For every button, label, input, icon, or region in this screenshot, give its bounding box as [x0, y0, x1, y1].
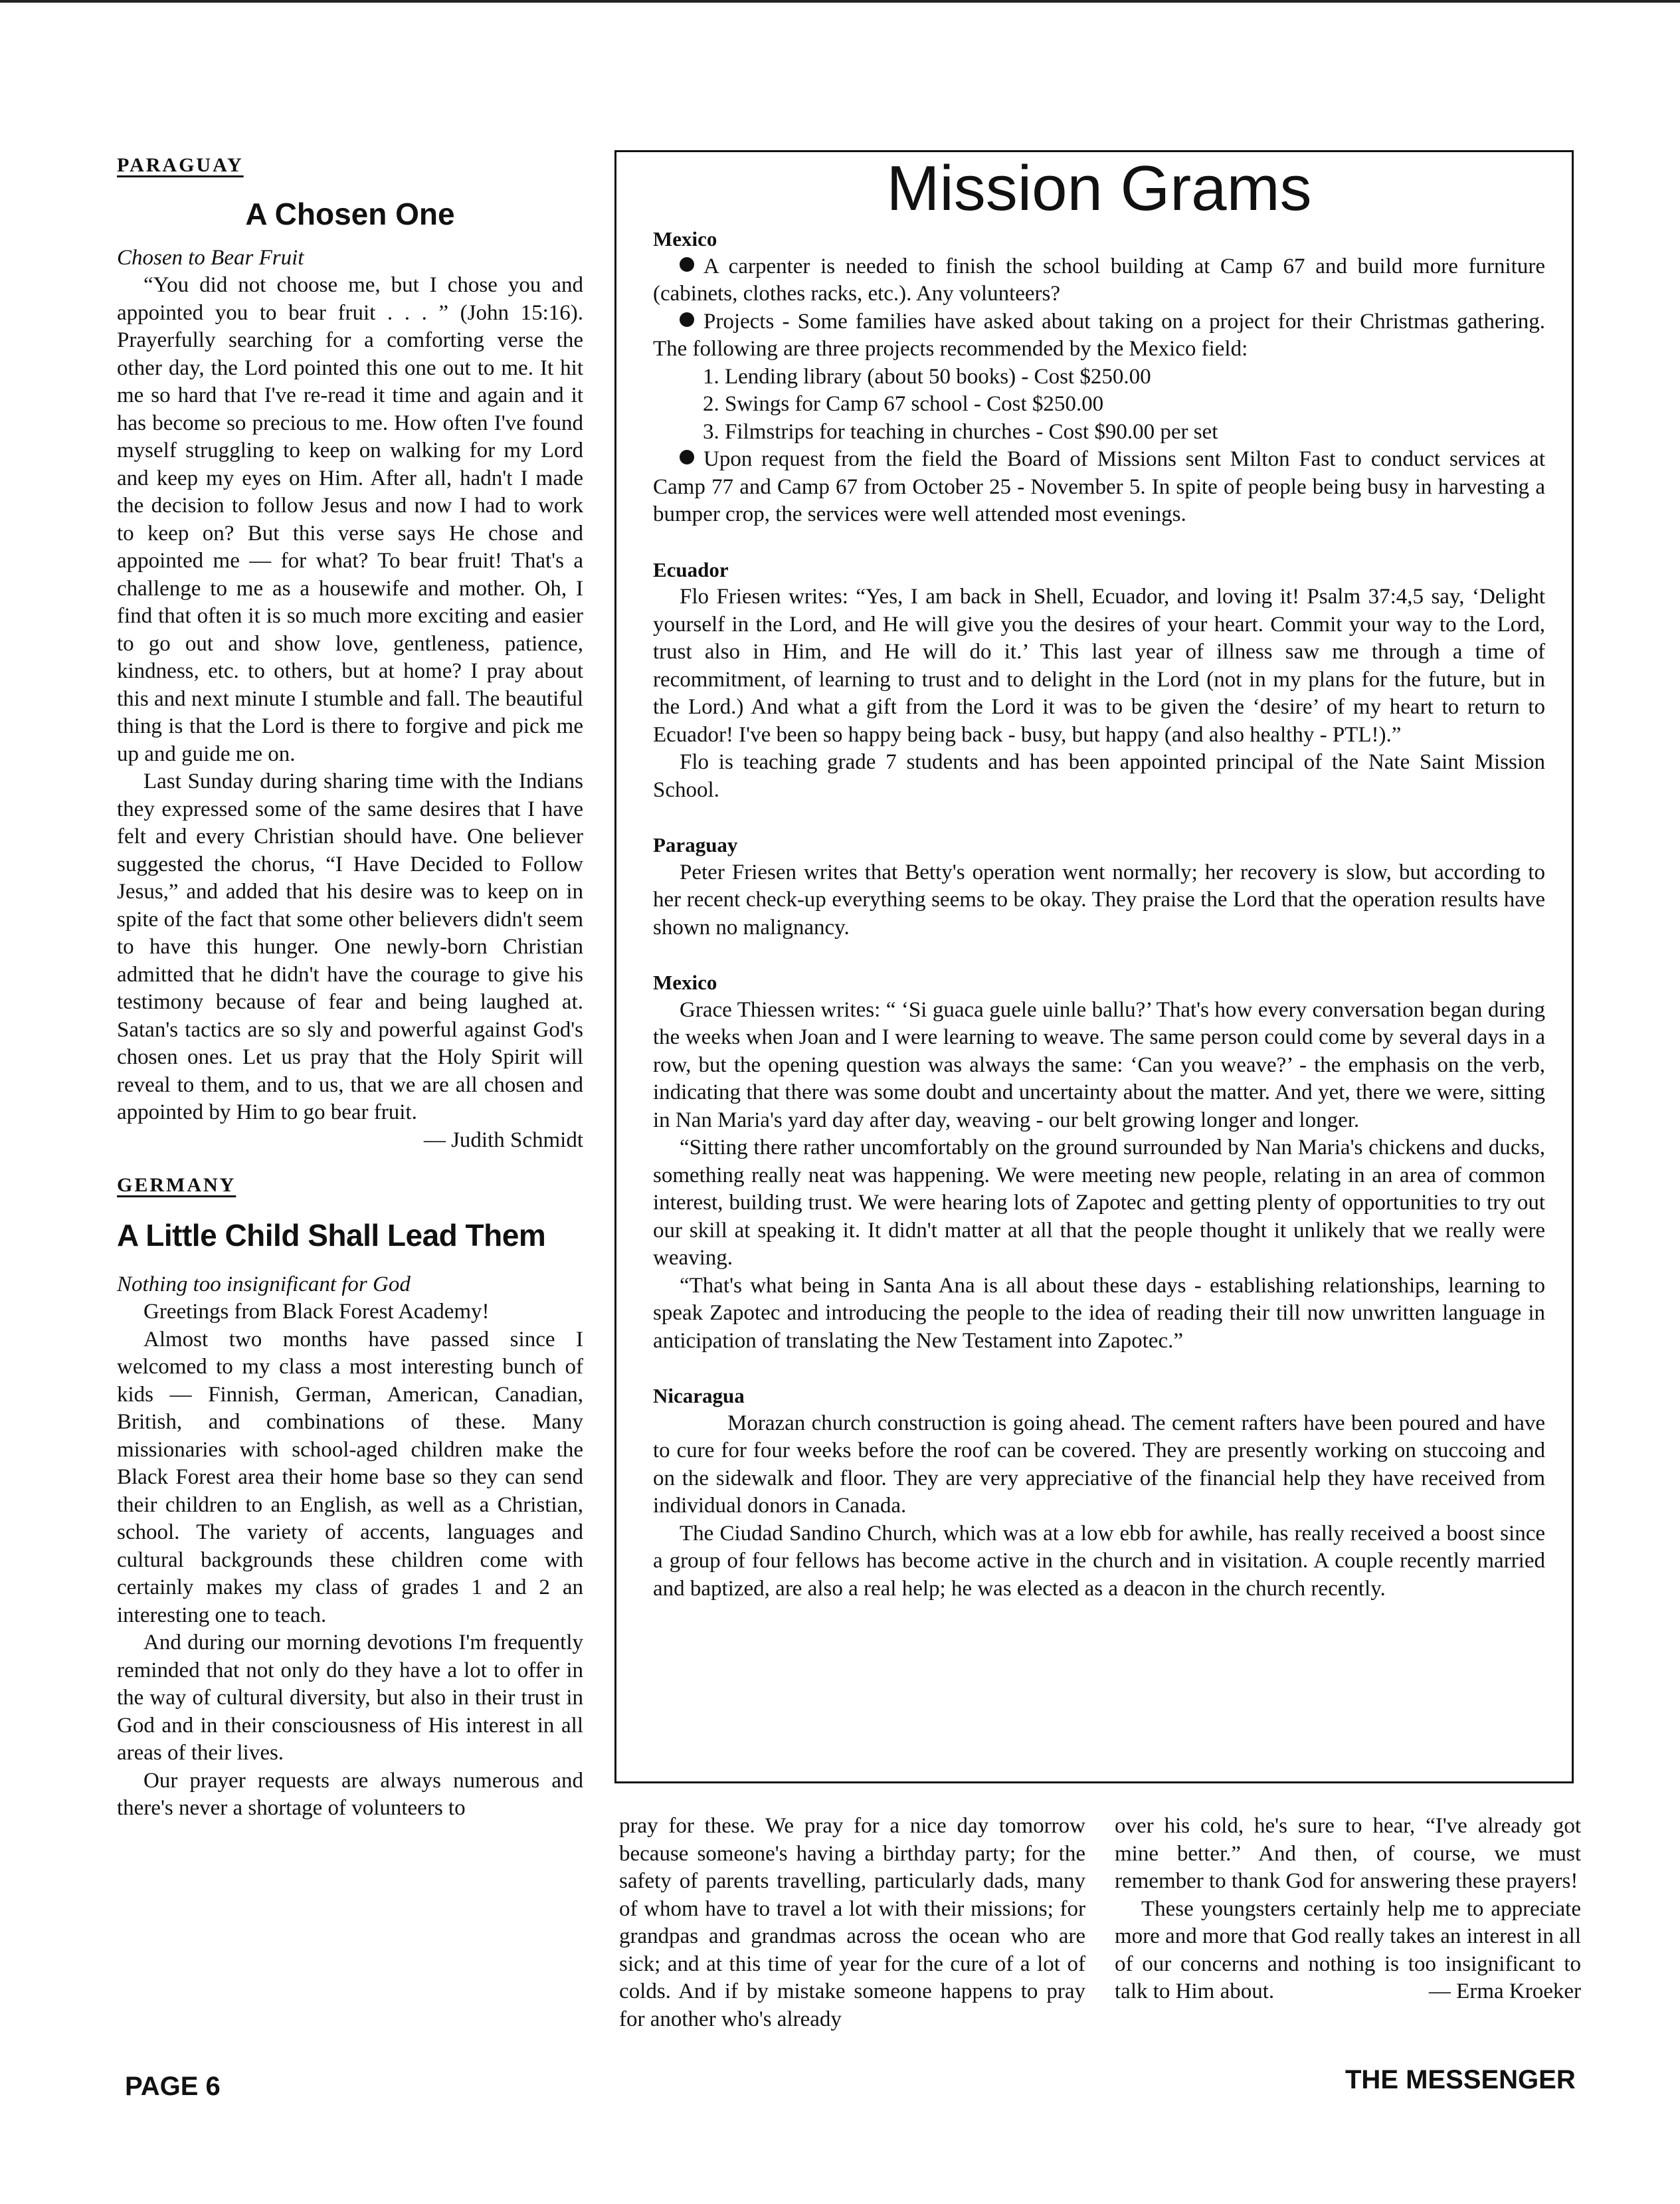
bullet-item: Upon request from the field the Board of Missions sent Milton Fast to conduct services at Camp 77 and Camp 67 from October 25 - November 5. In spite of people being busy in harvesting a bumper crop, the services were well attended most evenings.: [653, 447, 1545, 526]
paragraph: over his cold, he's sure to hear, “I've already got mine better.” And then, of course, we must remember to thank God for answering these prayers!: [1115, 1814, 1581, 1893]
paragraph: Grace Thiessen writes: “ ‘Si guaca guele uinle ballu?’ That's how every conversation began during the weeks when Joan and I were learning to weave. The same person could come by several days in a row, but the opening question was always the same: ‘Can you weave?’ - the emphasis on the verb, indicating that there was some doubt and uncertainty about the matter. And yet, there we were, sitting in Nan Maria's yard day after day, weaving - our belt growing longer and longer.: [653, 997, 1545, 1132]
paragraph: Our prayer requests are always numerous and there's never a shortage of volunteers to: [117, 1768, 583, 1820]
bottom-right-column: [1115, 1813, 1581, 2006]
headline-a-chosen-one: A Chosen One: [245, 196, 455, 231]
paragraph: The Ciudad Sandino Church, which was at a low ebb for awhile, has really received a boost since a group of four fellows has become active in the church and in visitation. A couple recently married and baptized, are also a real help; he was elected as a deacon in the church recently.: [653, 1521, 1545, 1601]
section-label-germany: GERMANY: [117, 1174, 236, 1196]
paragraph: Almost two months have passed since I welcomed to my class a most interesting bunch of kids — Finnish, German, American, Canadian, British, and combinations of these. Many missionaries with school-aged children make the Black Forest area their home base so they can send their children to an English, as well as a Christian, school. The variety of accents, languages and cultural backgrounds these children come with certainly makes my class of grades 1 and 2 an interesting one to teach.: [117, 1327, 583, 1627]
paragraph: Last Sunday during sharing time with the Indians they expressed some of the same desires that I have felt and every Christian should have. One believer suggested the chorus, “I Have Decided to Follow Jesus,” and added that his desire was to keep on in spite of the fact that some other believers didn't seem to have this hunger. One newly-born Christian admitted that he didn't have the courage to give his testimony because of fear and being laughed at. Satan's tactics are so sly and powerful against God's chosen ones. Let us pray that the Holy Spirit will reveal to them, and to us, that we are all chosen and appointed by Him to go bear fruit.: [117, 769, 583, 1124]
paragraph: Greetings from Black Forest Academy!: [143, 1300, 490, 1324]
paragraph: “You did not choose me, but I chose you and appointed you to bear fruit . . . ” (John 15:16). Prayerfully searching for a comforting verse the other day, the Lord pointed this one out to me. It hit me so hard that I've re-read it time and again and it has become so precious to me. How often I've found myself struggling to keep on walking for my Lord and keep my eyes on Him. After all, hadn't I made the decision to follow Jesus and now I had to work to keep on? But this verse says He chose and appointed me — for what? To bear fruit! That's a challenge to me as a housewife and mother. Oh, I find that often it is so much more exciting and easier to go out and show love, gentleness, patience, kindness, etc. to others, but at home? I pray about this and next minute I stumble and fall. The beautiful thing is that the Lord is there to forgive and pick me up and guide me on.: [117, 273, 583, 766]
country-mexico-2: Mexico: [653, 971, 717, 994]
mission-grams-title: Mission Grams: [886, 153, 1312, 224]
subtitle-nothing-too-insignificant: Nothing too insignificant for God: [117, 1272, 411, 1296]
paragraph: Morazan church construction is going ahead. The cement rafters have been poured and have to cure for four weeks before the roof can be covered. They are presently working on stuccoing and on the sidewalk and floor. They are very appreciative of the financial help they have received from individual donors in Canada.: [653, 1411, 1545, 1518]
bullet-icon: [680, 312, 694, 327]
mission-grams-content: [653, 152, 1545, 1603]
signature-erma-kroeker: — Erma Kroeker: [1428, 1979, 1581, 2003]
paragraph: pray for these. We pray for a nice day tomorrow because someone's having a birthday party; for the safety of parents travelling, particularly dads, many of whom have to travel a lot with their missions; for grandpas and grandmas across the ocean who are sick; and at this time of year for the cure of a lot of colds. And if by mistake someone happens to pray for another who's already: [619, 1814, 1085, 2031]
list-item: 2. Swings for Camp 67 school - Cost $250.00: [703, 392, 1104, 416]
list-item: 1. Lending library (about 50 books) - Cost $250.00: [703, 364, 1151, 389]
country-paraguay: Paraguay: [653, 833, 738, 856]
list-item: 3. Filmstrips for teaching in churches - Cost $90.00 per set: [703, 419, 1218, 444]
signature-judith-schmidt: — Judith Schmidt: [423, 1128, 583, 1152]
country-nicaragua: Nicaragua: [653, 1384, 745, 1407]
country-ecuador: Ecuador: [653, 557, 729, 581]
paragraph: “Sitting there rather uncomfortably on the ground surrounded by Nan Maria's chickens and ducks, something really neat was happening. We were meeting new people, relating in an area of common interest, building trust. We were hearing lots of Zapotec and getting plenty of opportunities to try out our skill at speaking it. It didn't matter at all that the people thought it unlikely that we really were weaving.: [653, 1136, 1545, 1270]
page-top-edge: [0, 0, 1680, 3]
bullet-icon: [680, 450, 694, 464]
page-number: PAGE 6: [125, 2072, 221, 2101]
subtitle-chosen-to-bear-fruit: Chosen to Bear Fruit: [117, 245, 304, 270]
paragraph: “That's what being in Santa Ana is all about these days - establishing relationships, learning to speak Zapotec and introducing the people to the idea of reading their till now unwritten language in anticipation of translating the New Testament into Zapotec.”: [653, 1273, 1545, 1353]
headline-a-little-child: A Little Child Shall Lead Them: [117, 1217, 546, 1252]
left-column: [117, 151, 583, 1823]
bullet-item: A carpenter is needed to finish the school building at Camp 67 and build more furniture (cabinets, clothes racks, etc.). Any volunteers?: [653, 254, 1545, 306]
section-label-paraguay: PARAGUAY: [117, 154, 244, 176]
paragraph: These youngsters certainly help me to appreciate more and more that God really takes an interest in all of our concerns and nothing is too insignificant to talk to Him about.: [1115, 1896, 1581, 2003]
projects-list: [653, 363, 1545, 447]
paragraph: Peter Friesen writes that Betty's operation went normally; her recovery is slow, but according to her recent check-up everything seems to be okay. They praise the Lord that the operation results have shown no malignancy.: [653, 860, 1545, 940]
publication-name: THE MESSENGER: [1345, 2065, 1576, 2094]
bullet-item: Projects - Some families have asked about taking on a project for their Christmas gathering. The following are three projects recommended by the Mexico field:: [653, 309, 1545, 361]
paragraph: Flo is teaching grade 7 students and has been appointed principal of the Nate Saint Mission School.: [653, 750, 1545, 802]
bullet-icon: [680, 257, 694, 272]
paragraph: And during our morning devotions I'm frequently reminded that not only do they have a lot to offer in the way of cultural diversity, but also in their trust in God and in their consciousness of His interest in all areas of their lives.: [117, 1631, 583, 1765]
country-mexico: Mexico: [653, 227, 717, 250]
mission-grams-box: [614, 150, 1574, 1783]
bottom-middle-column: [619, 1813, 1085, 2033]
paragraph: Flo Friesen writes: “Yes, I am back in Shell, Ecuador, and loving it! Psalm 37:4,5 say, ‘Delight yourself in the Lord, and He will give you the desires of your heart. Commit your way to the Lord, trust also in Him, and He will do it.’ This last year of illness saw me through a time of recommitment, of learning to trust and to delight in the Lord (not in my plans for the future, but in the Lord.) And what a gift from the Lord it was to be given the ‘desire’ of my heart to return to Ecuador! I've been so happy being back - busy, but happy (and also healthy - PTL!).”: [653, 585, 1545, 747]
